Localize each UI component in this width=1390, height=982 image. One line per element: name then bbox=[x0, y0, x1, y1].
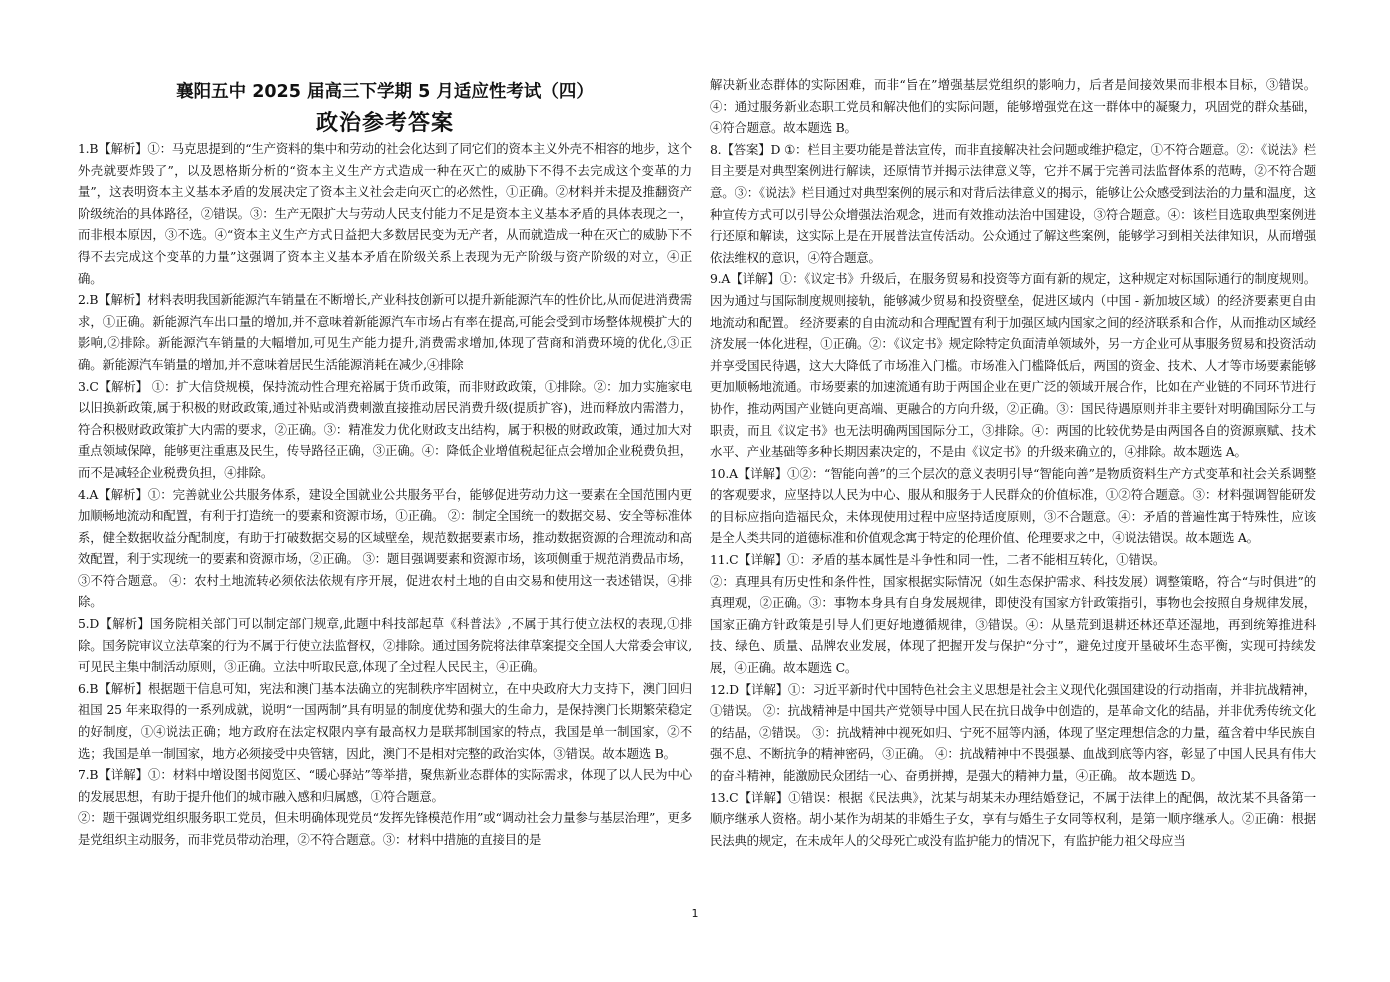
answer-paragraph: 6.B【解析】根据题干信息可知，宪法和澳门基本法确立的宪制秩序牢固树立，在中央政府大力支持下，澳门回归祖国 25 年来取得的一系列成就，说明“一国两制”具有明显的制度优势和强大的生命力，是保持澳门长期繁荣稳定的好制度，①④说法正确；地方政府在法定权限内享有最高权力是联邦制国家的特点，我国是单一制国家，②不选；我国是单一制国家，地方必须接受中央管辖，因此，澳门不是相对完整的政治实体，③错误。故本题选 B。 bbox=[78, 680, 692, 761]
page-number: 1 bbox=[691, 907, 699, 920]
answer-paragraph: 12.D【详解】①：习近平新时代中国特色社会主义思想是社会主义现代化强国建设的行动指南，并非抗战精神，①错误。 ②：抗战精神是中国共产党领导中国人民在抗日战争中创造的，是革命文化的结晶，并非优秀传统文化的结晶，②错误。 ③：抗战精神中视死如归、宁死不屈等内涵，体现了坚定理想信念的力量，蕴含着中华民族自强不息、不断抗争的精神密码，③正确。 ④：抗战精神中不畏强暴、血战到底等内容，彰显了中国人民具有伟大的奋斗精神，能激励民众团结一心、奋勇拼搏，是强大的精神力量，④正确。 故本题选 D。 bbox=[710, 681, 1316, 783]
answer-paragraph: 3.C【解析】 ①：扩大信贷规模，保持流动性合理充裕属于货币政策，而非财政政策，①排除。②：加力实施家电以旧换新政策,属于积极的财政政策,通过补贴或消费刺激直接推动居民消费升级(提质扩容)，进而释放内需潜力，符合积极财政政策扩大内需的要求，②正确。③：精准发力优化财政支出结构，属于积极的财政政策，通过加大对重点领域保障，能够更注重惠及民生，传导路径正确，③正确。④：降低企业增值税起征点会增加企业税费负担，而不是减轻企业税费负担，④排除。 bbox=[78, 378, 692, 480]
answer-paragraph: 1.B【解析】①：马克思提到的“生产资料的集中和劳动的社会化达到了同它们的资本主义外壳不相容的地步，这个外壳就要炸毁了”，以及恩格斯分析的“资本主义生产方式造成一种在灭亡的威胁下不得不去完成这个变革的力量”，这表明资本主义基本矛盾的发展决定了资本主义社会走向灭亡的必然性，①正确。②材料并未提及推翻资产阶级统治的具体路径，②错误。③：生产无限扩大与劳动人民支付能力不足是资本主义基本矛盾的具体表现之一，而非根本原因，③不选。④“资本主义生产方式日益把大多数居民变为无产者，从而就造成一种在灭亡的威胁下不得不去完成这个变革的力量”这强调了资本主义基本矛盾在阶级关系上表现为无产阶级与资产阶级的对立，④正确。 bbox=[78, 141, 692, 286]
answer-paragraph: 解决新业态群体的实际困难，而非“旨在”增强基层党组织的影响力，后者是间接效果而非根本目标，③错误。④：通过服务新业态职工党员和解决他们的实际问题，能够增强党在这一群体中的凝聚力，巩固党的群众基础，④符合题意。故本题选 B。 bbox=[710, 77, 1316, 136]
right-column bbox=[710, 74, 1316, 851]
document-title: 襄阳五中 2025 届高三下学期 5 月适应性考试（四） bbox=[176, 82, 594, 102]
answer-paragraph: 11.C【详解】①：矛盾的基本属性是斗争性和同一性，二者不能相互转化，①错误。 bbox=[710, 552, 1166, 568]
answer-paragraph: 13.C【详解】①错误：根据《民法典》，沈某与胡某未办理结婚登记，不属于法律上的配偶，故沈某不具备第一顺序继承人资格。胡小某作为胡某的非婚生子女，享有与婚生子女同等权利，是第一顺序继承人。②正确：根据民法典的规定，在未成年人的父母死亡或没有监护能力的情况下，有监护能力祖父母应当 bbox=[710, 789, 1316, 848]
left-column bbox=[78, 138, 692, 851]
answer-paragraph: 4.A【解析】①：完善就业公共服务体系，建设全国就业公共服务平台，能够促进劳动力这一要素在全国范围内更加顺畅地流动和配置，有利于打造统一的要素和资源市场，①正确。 ②：制定全国统一的数据交易、安全等标准体系，健全数据收益分配制度，有助于打破数据交易的区域壁垒，规范数据要素市场，推动数据资源的合理流动和高效配置，利于实现统一的要素和资源市场，②正确。 ③：题目强调要素和资源市场，该项侧重于规范消费品市场，③不符合题意。 ④：农村土地流转必须依法依规有序开展，促进农村土地的自由交易和使用这一表述错误，④排除。 bbox=[78, 486, 692, 610]
answer-paragraph: 8.【答案】D ①：栏目主要功能是普法宣传，而非直接解决社会问题或维护稳定，①不符合题意。②：《说法》栏目主要是对典型案例进行解读，还原情节并揭示法律意义等，它并不属于完善司法监督体系的范畴，②不符合题意。③：《说法》栏目通过对典型案例的展示和对背后法律意义的揭示，能够让公众感受到法治的力量和温度，这种宣传方式可以引导公众增强法治观念，进而有效推动法治中国建设，③符合题意。④：该栏目选取典型案例进行还原和解读，这实际上是在开展普法宣传活动。公众通过了解这些案例，能够学习到相关法律知识，从而增强依法维权的意识，④符合题意。 bbox=[710, 141, 1316, 265]
answer-paragraph: 2.B【解析】材料表明我国新能源汽车销量在不断增长,产业科技创新可以提升新能源汽车的性价比,从而促进消费需求，①正确。新能源汽车出口量的增加,并不意味着新能源汽车市场占有率在提高,可能会受到市场整体规模扩大的影响,②排除。新能源汽车销量的大幅增加,可见生产能力提升,消费需求增加,体现了营商和消费环境的优化,③正确。新能源汽车销量的增加,并不意味着居民生活能源消耗在减少,④排除 bbox=[78, 292, 692, 372]
answer-paragraph: 5.D【解析】国务院相关部门可以制定部门规章,此题中科技部起草《科普法》,不属于其行使立法权的表现,①排除。国务院审议立法草案的行为不属于行使立法监督权，②排除。通过国务院将法律草案提交全国人大常委会审议,可见民主集中制活动原则，③正确。立法中听取民意,体现了全过程人民民主，④正确。 bbox=[78, 616, 692, 675]
answer-paragraph: 10.A【详解】①②：“智能向善”的三个层次的意义表明引导“智能向善”是物质资料生产方式变革和社会关系调整的客观要求，应坚持以人民为中心、服从和服务于人民群众的价值标准，①②符合题意。③：材料强调智能研发的目标应指向造福民众，未体现使用过程中应坚持适度原则，③不合题意。④：矛盾的普遍性寓于特殊性，应该是全人类共同的道德标准和价值观念寓于特定的伦理价值、伦理要求之中，④说法错误。故本题选 A。 bbox=[710, 465, 1316, 546]
document-subtitle: 政治参考答案 bbox=[315, 111, 454, 136]
answer-paragraph: 9.A【详解】①：《议定书》升级后，在服务贸易和投资等方面有新的规定，这种规定对标国际通行的制度规则。因为通过与国际制度规则接轨，能够减少贸易和投资壁垒，促进区域内（中国 - 新加坡区域）的经济要素更自由地流动和配置。 经济要素的自由流动和合理配置有利于加强区域内国家之间的经济联系和合作，从而推动区域经济发展一体化进程，①正确。②：《议定书》规定除特定负面清单领域外，另一方企业可从事服务贸易和投资活动并享受国民待遇，这大大降低了市场准入门槛。市场准入门槛降低后，两国的资金、技术、人才等市场要素能够更加顺畅地流通。市场要素的加速流通有助于两国企业在更广泛的领域开展合作，比如在产业链的不同环节进行协作，推动两国产业链向更高端、更融合的方向升级，②正确。③：国民待遇原则并非主要针对明确国际分工与职责，而且《议定书》也无法明确两国国际分工，③排除。④：两国的比较优势是由两国各自的资源禀赋、技术水平、产业基础等多种长期因素决定的，不是由《议定书》的升级来确立的，④排除。故本题选 A。 bbox=[710, 271, 1316, 460]
answer-paragraph: 7.B【详解】①：材料中增设图书阅览区、“暖心驿站”等举措，聚焦新业态群体的实际需求，体现了以人民为中心的发展思想，有助于提升他们的城市融入感和归属感，①符合题意。 bbox=[78, 767, 692, 804]
answer-paragraph: ②：真理具有历史性和条件性，国家根据实际情况（如生态保护需求、科技发展）调整策略，符合“与时俱进”的真理观，②正确。③：事物本身具有自身发展规律，即使没有国家方针政策指引，事物也会按照自身规律发展，国家正确方针政策是引导人们更好地遵循规律，③错误。④：从垦荒到退耕还林还草还湿地，再到统筹推进科技、绿色、质量、品牌农业发展，体现了把握开发与保护“分寸”，避免过度开垦破坏生态平衡，实现可持续发展，④正确。故本题选 C。 bbox=[710, 573, 1316, 676]
answer-paragraph: ②：题干强调党组织服务职工党员，但未明确体现党员“发挥先锋模范作用”或“调动社会力量参与基层治理”，更多是党组织主动服务，而非党员带动治理，②不符合题意。③：材料中措施的直接目的是 bbox=[78, 810, 692, 847]
